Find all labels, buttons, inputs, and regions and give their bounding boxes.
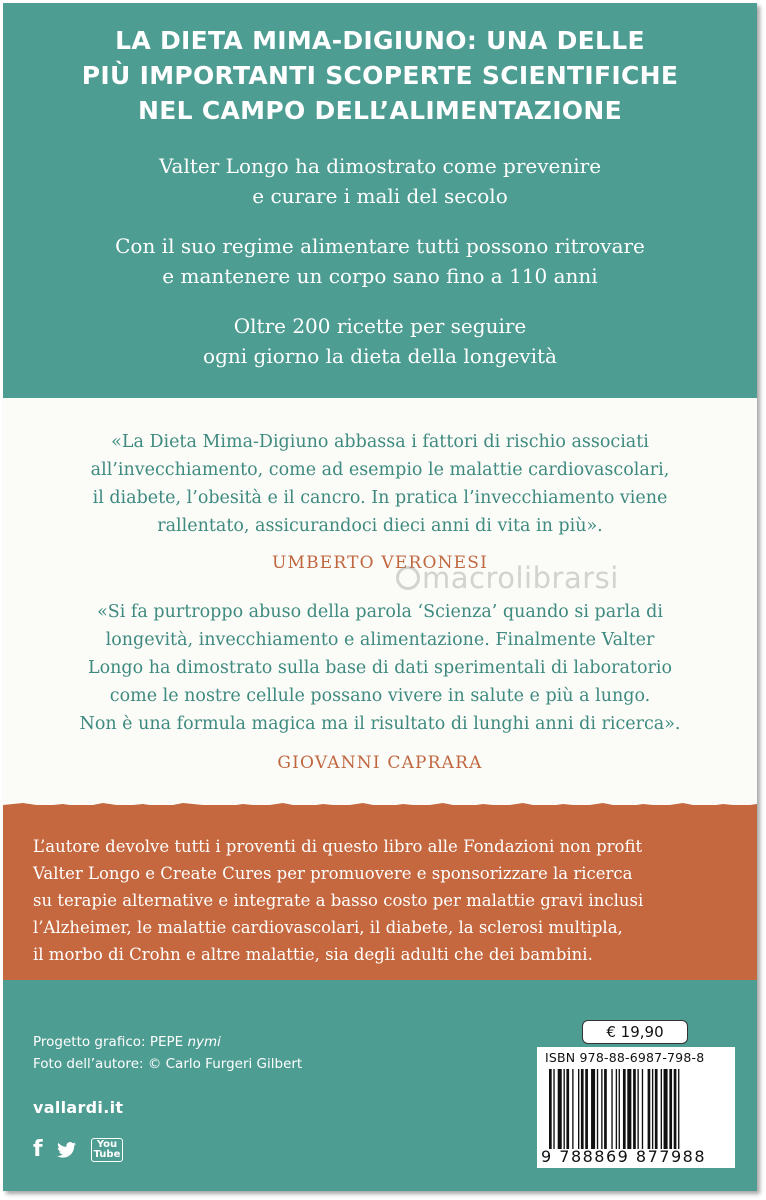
barcode-box — [537, 1047, 735, 1168]
quote-line: il diabete, l’obesità e il cancro. In pratica l’invecchiamento viene — [92, 488, 668, 508]
design-credit: Progetto grafico: PEPE nymi — [33, 1034, 221, 1050]
donation-line: l’Alzheimer, le malattie cardiovascolari, il diabete, la sclerosi multipla, — [33, 918, 623, 937]
social-icons — [33, 1137, 123, 1162]
headline-line: PIÙ IMPORTANTI SCOPERTE SCIENTIFICHE — [81, 61, 679, 90]
youtube-icon[interactable]: You Tube — [91, 1138, 124, 1162]
ean-number: 9 788869 877988 — [541, 1147, 707, 1166]
quote-caprara — [23, 598, 737, 738]
quote-veronesi — [23, 428, 737, 540]
quote-line: «Si fa purtroppo abuso della parola ‘Scienza’ quando si parla di — [97, 602, 663, 622]
quote-line: Longo ha dimostrato sulla base di dati sperimentali di laboratorio — [88, 658, 672, 678]
headline-line: NEL CAMPO DELL’ALIMENTAZIONE — [138, 96, 622, 125]
quote-line: Non è una formula magica ma il risultato di lunghi anni di ricerca». — [79, 714, 681, 734]
blurb-line: e curare i mali del secolo — [252, 184, 508, 208]
top-section — [3, 3, 757, 398]
quote-author: GIOVANNI CAPRARA — [277, 753, 483, 773]
quote-line: longevità, invecchiamento e alimentazione. Finalmente Valter — [105, 630, 655, 650]
quote-line: all’invecchiamento, come ad esempio le malattie cardiovascolari, — [90, 460, 670, 480]
blurb-line: Con il suo regime alimentare tutti possono ritrovare — [115, 234, 645, 258]
donation-line: Valter Longo e Create Cures per promuovere e sponsorizzare la ricerca — [33, 864, 633, 883]
credits — [33, 1031, 302, 1075]
barcode-bars — [549, 1069, 729, 1149]
headline — [23, 23, 737, 128]
watermark: macrolibrarsi — [396, 561, 619, 595]
blurb-line: e mantenere un corpo sano fino a 110 anni — [162, 264, 598, 288]
blurb-line: Valter Longo ha dimostrato come prevenire — [158, 154, 602, 178]
price-label: € 19,90 — [582, 1020, 688, 1044]
quote-line: rallentato, assicurandoci dieci anni di vita in più». — [157, 516, 603, 536]
photo-credit: Foto dell’autore: © Carlo Furgeri Gilbert — [33, 1056, 303, 1072]
isbn-number: ISBN 978-88-6987-798-8 — [545, 1050, 705, 1065]
watermark-logo-icon — [396, 566, 420, 590]
torn-edge-top — [3, 801, 757, 809]
blurb-line: ogni giorno la dieta della longevità — [203, 344, 557, 368]
blurb-1 — [33, 151, 727, 211]
blurb-3 — [33, 311, 727, 371]
facebook-icon[interactable]: f — [33, 1137, 43, 1162]
headline-line: LA DIETA MIMA-DIGIUNO: UNA DELLE — [115, 26, 645, 55]
donation-section — [3, 805, 757, 980]
bottom-section — [3, 980, 757, 1191]
donation-line: su terapie alternative e integrate a basso costo per malattie gravi inclusi — [33, 891, 644, 910]
quotes-section — [3, 398, 757, 805]
back-cover — [3, 3, 757, 1191]
blurb-line: Oltre 200 ricette per seguire — [233, 314, 527, 338]
twitter-icon[interactable] — [57, 1142, 77, 1158]
quote-line: «La Dieta Mima-Digiuno abbassa i fattori di rischio associati — [111, 432, 649, 452]
donation-line: L’autore devolve tutti i proventi di questo libro alle Fondazioni non profit — [33, 837, 643, 856]
donation-line: il morbo di Crohn e altre malattie, sia degli adulti che dei bambini. — [33, 945, 593, 964]
quote-line: come le nostre cellule possano vivere in salute e più a lungo. — [109, 686, 651, 706]
quote-author: UMBERTO VERONESI — [271, 553, 489, 573]
blurb-2 — [33, 231, 727, 291]
donation-text — [33, 833, 643, 968]
publisher-website[interactable]: vallardi.it — [33, 1098, 124, 1117]
